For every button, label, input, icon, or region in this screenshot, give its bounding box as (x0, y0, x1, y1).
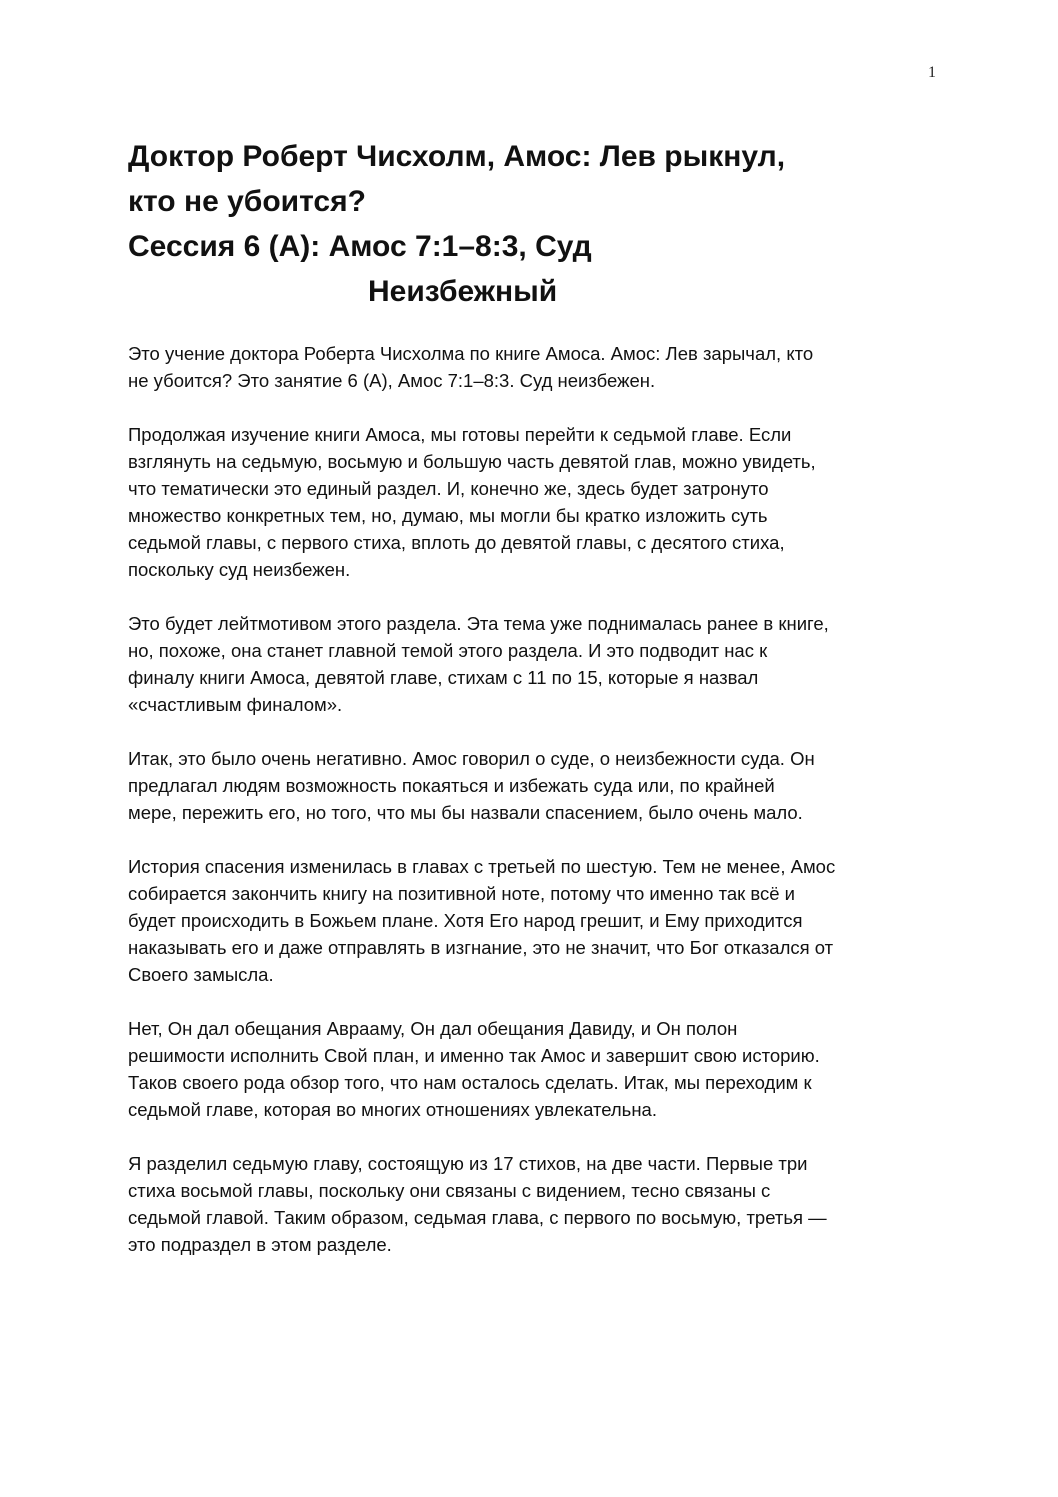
paragraph (128, 1150, 948, 1258)
text-line: стиха восьмой главы, поскольку они связаны с видением, тесно связаны с (128, 1180, 771, 1201)
paragraph (128, 1015, 948, 1123)
text-line: поскольку суд неизбежен. (128, 559, 351, 580)
text-line: Своего замысла. (128, 964, 274, 985)
text-line: Продолжая изучение книги Амоса, мы готовы перейти к седьмой главе. Если (128, 424, 792, 445)
paragraph (128, 745, 948, 826)
text-line: будет происходить в Божьем плане. Хотя Его народ грешит, и Ему приходится (128, 910, 803, 931)
text-line: седьмой главы, с первого стиха, вплоть до девятой главы, с десятого стиха, (128, 532, 785, 553)
text-line: это подраздел в этом разделе. (128, 1234, 392, 1255)
text-line: Это будет лейтмотивом этого раздела. Эта тема уже поднималась ранее в книге, (128, 613, 829, 634)
text-line: седьмой главе, которая во многих отношениях увлекательна. (128, 1099, 657, 1120)
title-line: кто не убоится? (128, 185, 366, 218)
paragraph (128, 421, 948, 583)
text-line: не убоится? Это занятие 6 (A), Амос 7:1–8:3. Суд неизбежен. (128, 370, 656, 391)
text-line: собирается закончить книгу на позитивной ноте, потому что именно так всё и (128, 883, 796, 904)
text-line: седьмой главой. Таким образом, седьмая глава, с первого по восьмую, третья — (128, 1207, 827, 1228)
page-number: 1 (928, 64, 936, 81)
text-line: Итак, это было очень негативно. Амос говорил о суде, о неизбежности суда. Он (128, 748, 815, 769)
text-line: Нет, Он дал обещания Аврааму, Он дал обещания Давиду, и Он полон (128, 1018, 738, 1039)
text-line: множество конкретных тем, но, думаю, мы могли бы кратко изложить суть (128, 505, 768, 526)
text-line: История спасения изменилась в главах с третьей по шестую. Тем не менее, Амос (128, 856, 836, 877)
title-line: Доктор Роберт Чисхолм, Амос: Лев рыкнул, (128, 140, 786, 173)
text-line: что тематически это единый раздел. И, конечно же, здесь будет затронуто (128, 478, 769, 499)
text-line: Таков своего рода обзор того, что нам осталось сделать. Итак, мы переходим к (128, 1072, 812, 1093)
text-line: Я разделил седьмую главу, состоящую из 17 стихов, на две части. Первые три (128, 1153, 808, 1174)
paragraph (128, 340, 948, 394)
text-line: Это учение доктора Роберта Чисхолма по книге Амоса. Амос: Лев зарычал, кто (128, 343, 814, 364)
document-title (128, 134, 928, 314)
paragraph (128, 853, 948, 988)
text-line: наказывать его и даже отправлять в изгнание, это не значит, что Бог отказался от (128, 937, 834, 958)
text-line: финалу книги Амоса, девятой главе, стихам с 11 по 15, которые я назвал (128, 667, 759, 688)
paragraph (128, 610, 948, 718)
text-line: взглянуть на седьмую, восьмую и большую часть девятой глав, можно увидеть, (128, 451, 816, 472)
text-line: мере, пережить его, но того, что мы бы назвали спасением, было очень мало. (128, 802, 803, 823)
text-line: решимости исполнить Свой план, и именно так Амос и завершит свою историю. (128, 1045, 820, 1066)
text-line: «счастливым финалом». (128, 694, 343, 715)
document-body (128, 340, 948, 1285)
text-line: предлагал людям возможность покаяться и избежать суда или, по крайней (128, 775, 775, 796)
title-line: Неизбежный (368, 275, 558, 308)
title-line: Сессия 6 (A): Амос 7:1–8:3, Суд (128, 230, 592, 263)
text-line: но, похоже, она станет главной темой этого раздела. И это подводит нас к (128, 640, 768, 661)
